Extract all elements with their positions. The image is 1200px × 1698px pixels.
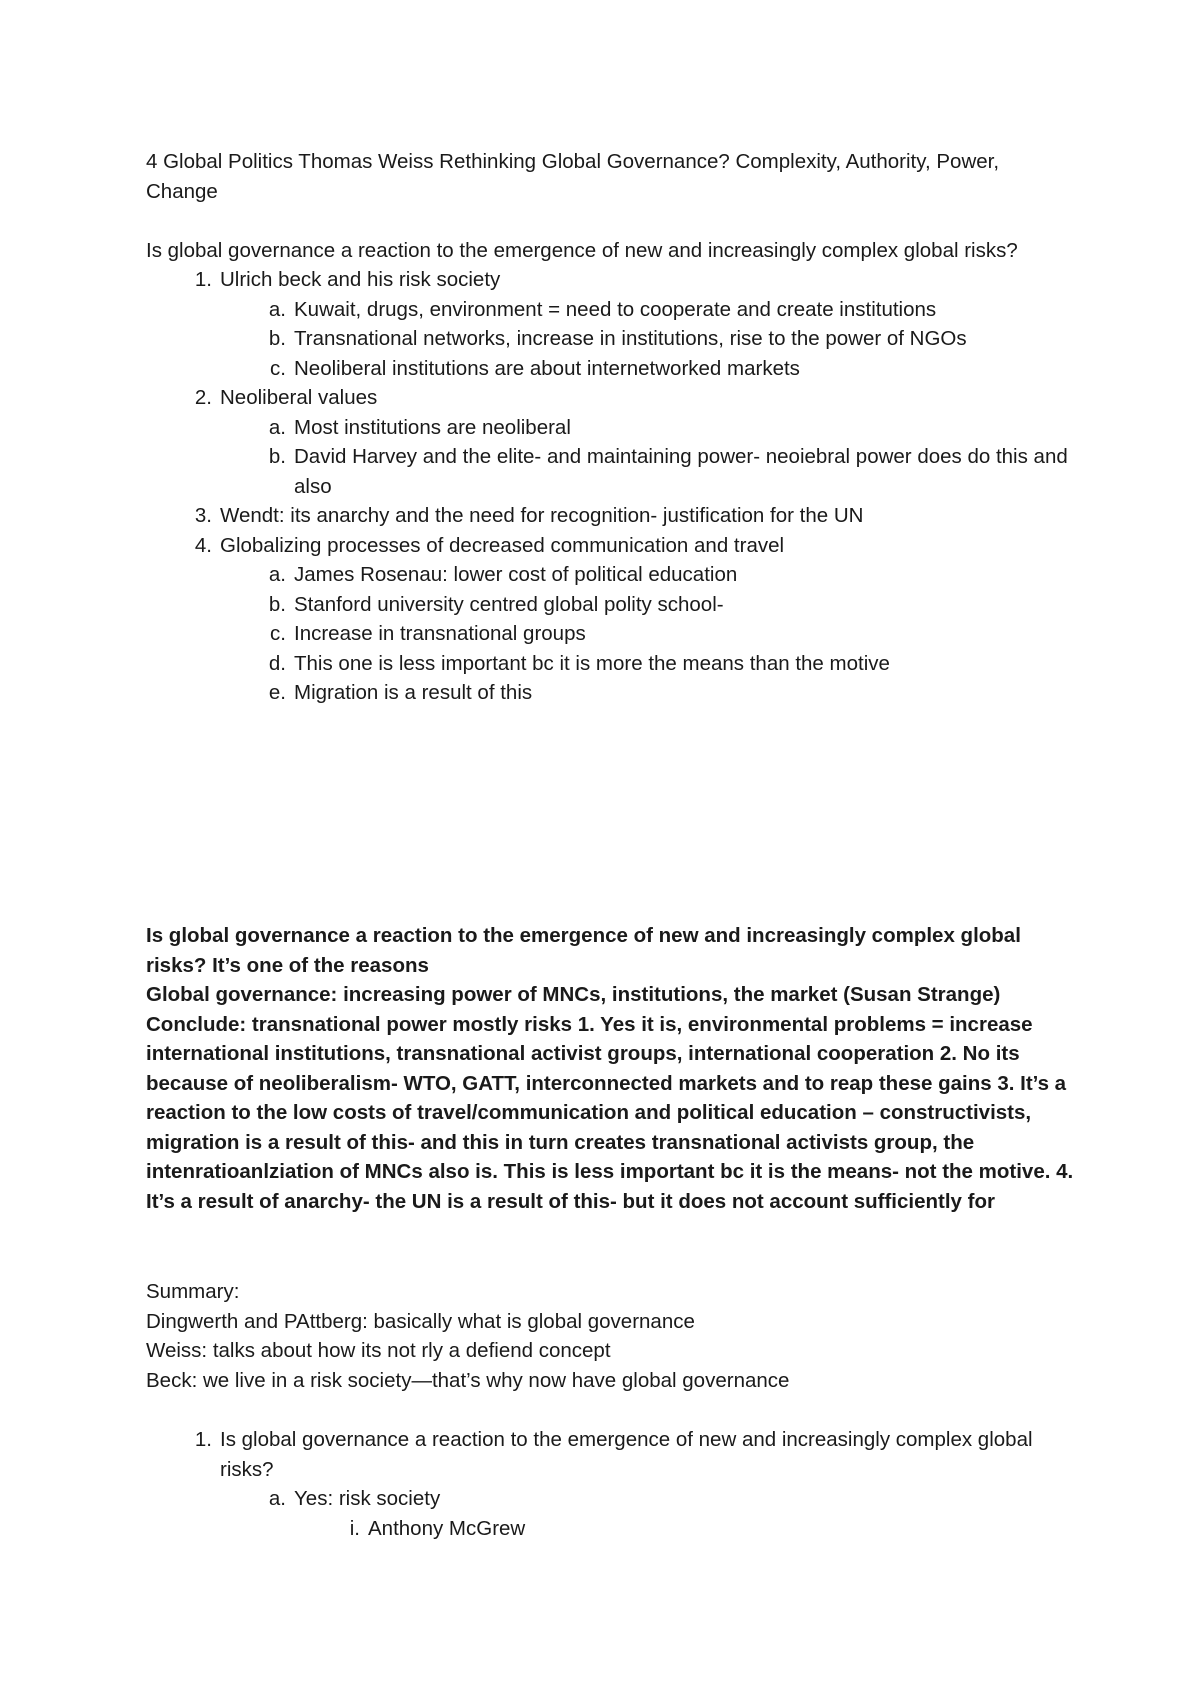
bold-conclusion: Conclude: transnational power mostly risks 1. Yes it is, environmental problems = increase international institutions, transnational activist groups, international cooperation 2. No its because of neoliberalism- WTO, GATT, interconnected markets and to reap these gains 3. It’s a reaction to the low costs of travel/communication and political education – constructivists, migration is a result of this- and this in turn creates transnational activists group, the intenratioanlziation of MNCs also is. This is less important bc it is the means- not the motive. 4. It’s a result of anarchy- the UN is a result of this- but it does not account sufficiently for [146,1012,1074,1213]
outline-section-bottom [146,1425,1076,1543]
list-item: b. Transnational networks, increase in institutions, rise to the power of NGOs [268,327,967,350]
list-item: c. Increase in transnational groups [270,622,586,645]
outline-list [146,265,1076,708]
summary-heading: Summary: [146,1280,240,1303]
sub-list [220,295,1076,384]
list-item: a. Kuwait, drugs, environment = need to cooperate and create institutions [268,297,937,321]
list-item: a. Most institutions are neoliberal [268,415,571,439]
list-item: b. Stanford university centred global polity school- [268,592,724,616]
list-item: i. Anthony McGrew [349,1516,526,1540]
list-item: a. Yes: risk society i. Anthony McGrew [294,1484,1076,1543]
bold-question: Is global governance a reaction to the emergence of new and increasingly complex global risks? It’s one of the reasons [146,924,1021,977]
summary-line: Weiss: talks about how its not rly a defiend concept [146,1339,611,1362]
bold-governance-line: Global governance: increasing power of MNCs, institutions, the market (Susan Strange) [146,983,1001,1006]
notes-section-top [146,147,1076,708]
sub-list [220,413,1076,502]
list-item: 1. Ulrich beck and his risk society a. Kuwait, drugs, environment = need to cooperate and create institutions b. Transnational networks, increase in institutions, rise to the power of NGOs c. Neoliberal institutions are about internetworked markets [220,265,1076,383]
list-item: 4. Globalizing processes of decreased communication and travel a. James Rosenau: lower cost of political education b. Stanford university centred global polity school- c. Increase in transnational groups d. This one is less important bc it is more the means than the motive e. Migration is a result of this [220,531,1076,708]
conclusion-section [146,921,1076,1216]
summary-line: Dingwerth and PAttberg: basically what is global governance [146,1309,695,1333]
sub-sub-list [294,1514,1076,1544]
list-item: a. James Rosenau: lower cost of political education [268,563,738,586]
sub-list [220,560,1076,708]
list-item: e. Migration is a result of this [268,681,533,704]
list-item: 1. Is global governance a reaction to the emergence of new and increasingly complex global risks? a. Yes: risk society i. Anthony McGrew [220,1425,1076,1543]
document-title: 4 Global Politics Thomas Weiss Rethinking Global Governance? Complexity, Authority, Power, Change [146,150,1000,203]
list-item: 2. Neoliberal values a. Most institutions are neoliberal b. David Harvey and the elite- and maintaining power- neoiebral power does do this and also [220,383,1076,501]
question-heading: Is global governance a reaction to the emergence of new and increasingly complex global risks? [146,238,1018,262]
list-item: c. Neoliberal institutions are about internetworked markets [270,356,800,380]
list-item: 3. Wendt: its anarchy and the need for recognition- justification for the UN [194,504,864,527]
summary-line: Beck: we live in a risk society—that’s why now have global governance [146,1368,790,1392]
list-item: b. David Harvey and the elite- and maintaining power- neoiebral power does do this and also [268,445,1068,498]
summary-section [146,1277,1076,1395]
outline-list [146,1425,1076,1543]
list-item: d. This one is less important bc it is more the means than the motive [268,651,890,675]
sub-list [220,1484,1076,1543]
